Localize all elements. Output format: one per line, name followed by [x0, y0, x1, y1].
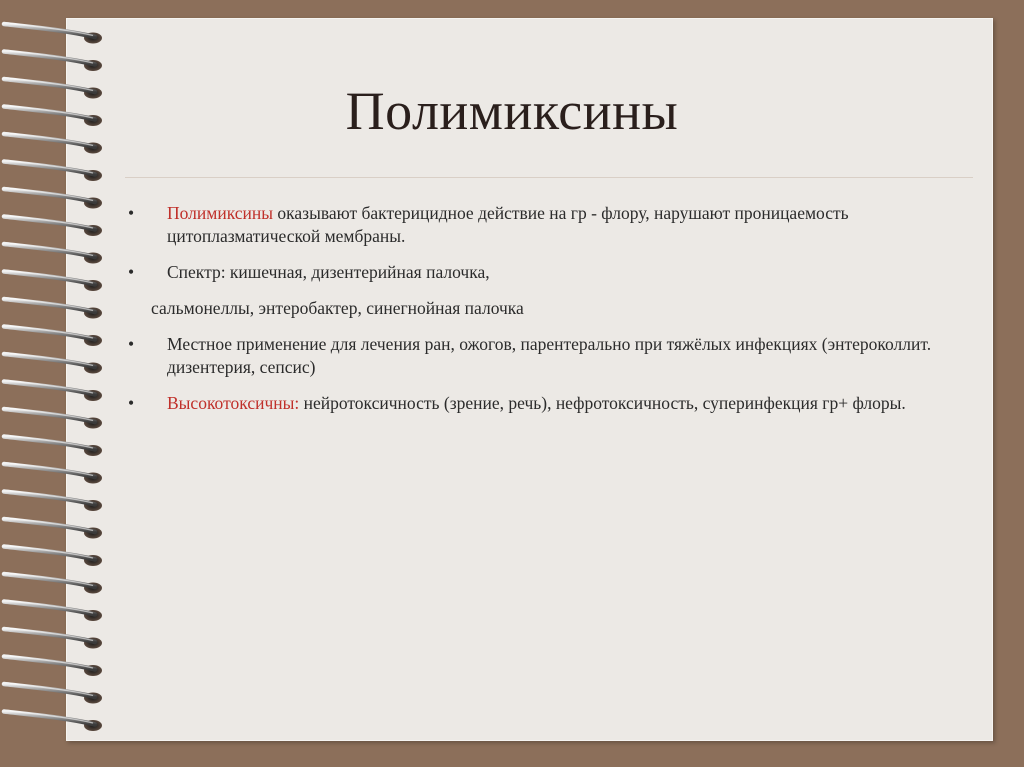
- bullet-marker: •: [128, 334, 135, 354]
- title-divider: [125, 177, 973, 178]
- highlight-term: Высокотоксичны:: [167, 393, 300, 413]
- item-text: оказывают бактерицидное действие на гр - флору, нарушают проницаемость цитоплазматической мембраны.: [167, 203, 849, 246]
- item-text: Спектр: кишечная, дизентерийная палочка,: [167, 262, 490, 282]
- bullet-marker: •: [128, 262, 135, 282]
- bullet-list: [125, 202, 965, 428]
- list-continuation: сальмонеллы, энтеробактер, синегнойная палочка: [151, 298, 524, 318]
- list-item: [125, 333, 965, 379]
- item-text: Местное применение для лечения ран, ожогов, парентерально при тяжёлых инфекциях (энтероколлит. дизентерия, сепсис): [167, 334, 932, 377]
- list-item: [125, 392, 965, 415]
- list-item: [125, 202, 965, 248]
- bullet-marker: •: [128, 203, 135, 223]
- item-text: нейротоксичность (зрение, речь), нефротоксичность, суперинфекция гр+ флоры.: [299, 393, 906, 413]
- slide-title: Полимиксины: [345, 81, 679, 141]
- list-item: [125, 261, 965, 284]
- highlight-term: Полимиксины: [167, 203, 274, 223]
- bullet-marker: •: [128, 393, 135, 413]
